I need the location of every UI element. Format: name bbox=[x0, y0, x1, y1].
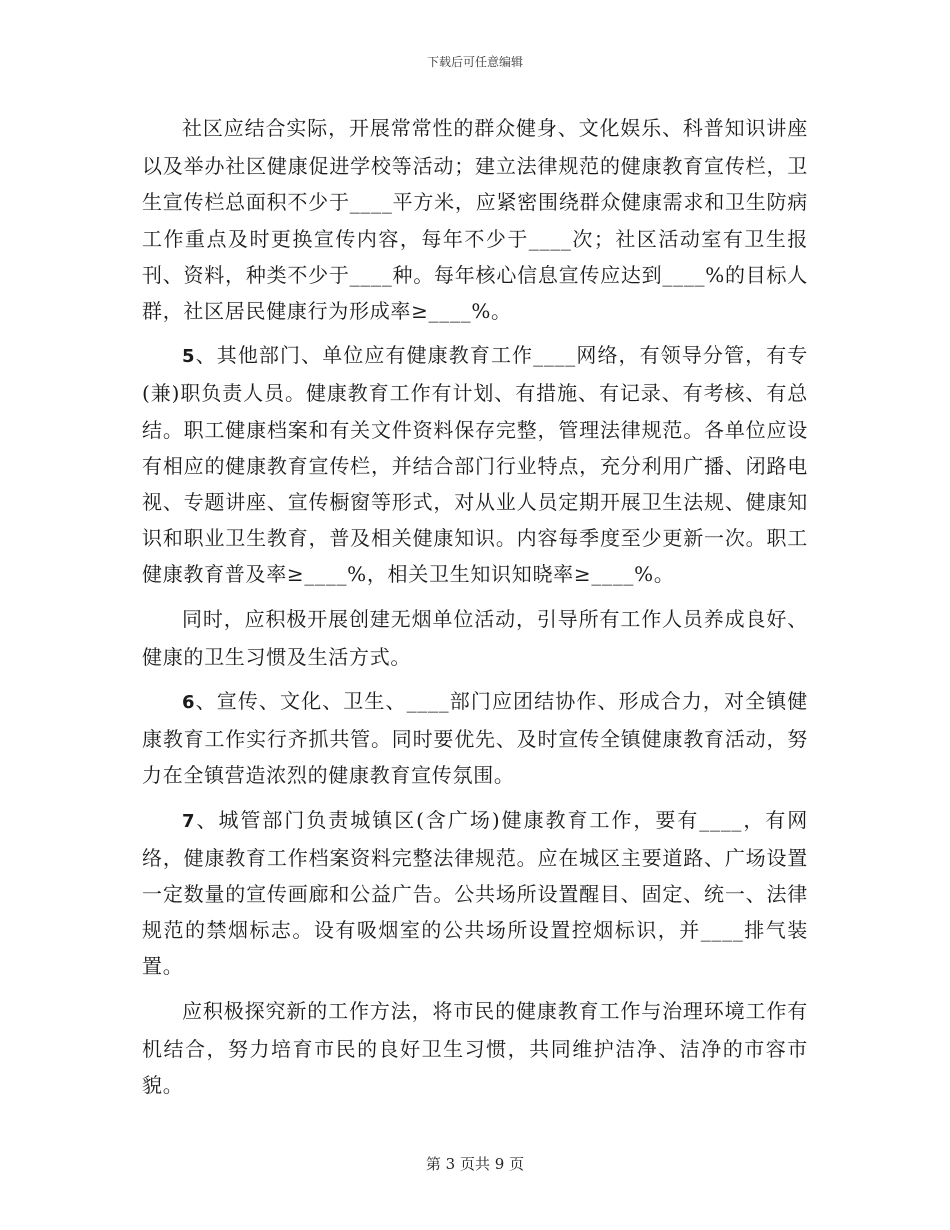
paragraph-urban-management bbox=[142, 802, 808, 985]
paragraph-number: 5 bbox=[182, 346, 196, 368]
paragraph-text: 、城管部门负责城镇区(含广场)健康教育工作，要有____，有网络，健康教育工作档案资料完整法律规范。应在城区主要道路、广场设置一定数量的宣传画廊和公益广告。公共场所设置醒目、固定、统一、法律规范的禁烟标志。设有吸烟室的公共场所设置控烟标识，并____排气装置。 bbox=[142, 807, 808, 979]
paragraph-text: 应积极探究新的工作方法，将市民的健康教育工作与治理环境工作有机结合，努力培育市民的良好卫生习惯，共同维护洁净、洁净的市容市貌。 bbox=[142, 998, 808, 1098]
paragraph-number: 7 bbox=[182, 810, 196, 832]
paragraph-text: 同时，应积极开展创建无烟单位活动，引导所有工作人员养成良好、健康的卫生习惯及生活方式。 bbox=[142, 606, 808, 669]
paragraph-text: 、其他部门、单位应有健康教育工作____网络，有领导分管，有专(兼)职负责人员。健康教育工作有计划、有措施、有记录、有考核、有总结。职工健康档案和有关文件资料保存完整，管理法律规范。各单位应设有相应的健康教育宣传栏，并结合部门行业特点，充分利用广播、闭路电视、专题讲座、宣传橱窗等形式，对从业人员定期开展卫生法规、健康知识和职业卫生教育，普及相关健康知识。内容每季度至少更新一次。职工健康教育普及率≥____%，相关卫生知识知晓率≥____%。 bbox=[142, 343, 808, 587]
paragraph-number: 6 bbox=[182, 692, 196, 714]
paragraph-publicity bbox=[142, 683, 808, 794]
document-body bbox=[142, 110, 808, 1111]
paragraph-community bbox=[142, 110, 808, 329]
paragraph-new-methods bbox=[142, 993, 808, 1104]
page-number-footer: 第 3 页共 9 页 bbox=[425, 1155, 525, 1173]
paragraph-smoke-free bbox=[142, 601, 808, 675]
paragraph-text: 社区应结合实际，开展常常性的群众健身、文化娱乐、科普知识讲座以及举办社区健康促进学校等活动；建立法律规范的健康教育宣传栏，卫生宣传栏总面积不少于____平方米，应紧密围绕群众健康需求和卫生防病工作重点及时更换宣传内容，每年不少于____次；社区活动室有卫生报刊、资料，种类不少于____种。每年核心信息宣传应达到____%的目标人群，社区居民健康行为形成率≥____%。 bbox=[142, 116, 808, 324]
paragraph-text: 、宣传、文化、卫生、____部门应团结协作、形成合力，对全镇健康教育工作实行齐抓共管。同时要优先、及时宣传全镇健康教育活动，努力在全镇营造浓烈的健康教育宣传氛围。 bbox=[142, 689, 808, 788]
paragraph-departments bbox=[142, 337, 808, 592]
page-header: 下载后可任意编辑 bbox=[426, 55, 523, 69]
